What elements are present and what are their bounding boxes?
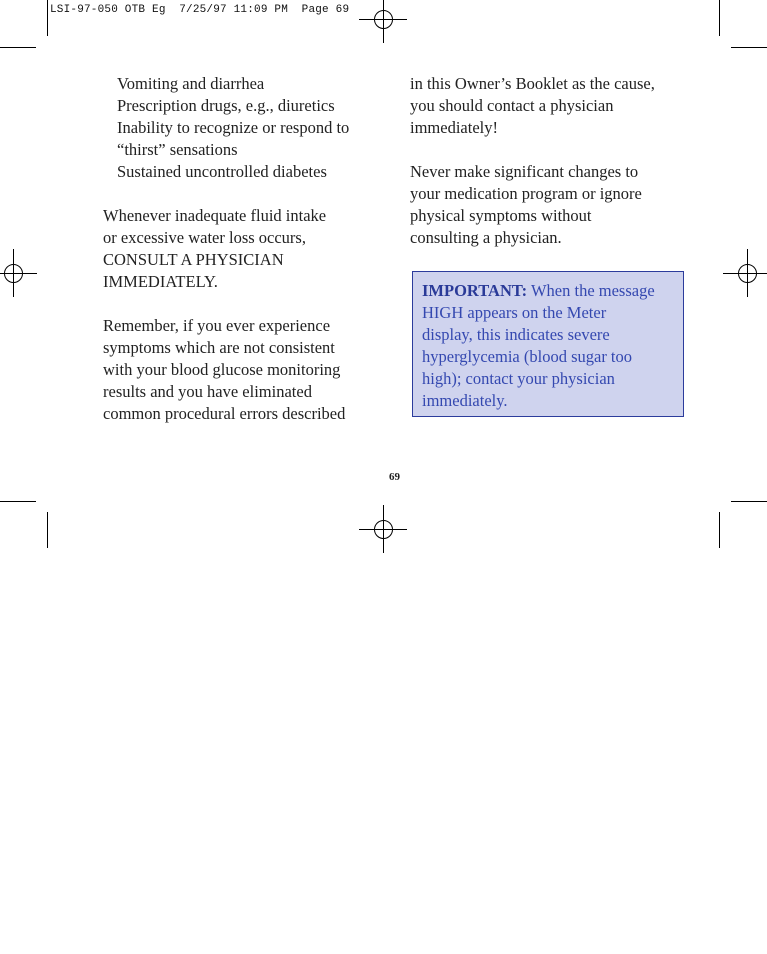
continued-paragraph	[410, 73, 700, 139]
text-line: immediately!	[410, 118, 498, 137]
list-item: “thirst” sensations	[117, 140, 238, 159]
consult-paragraph	[103, 205, 393, 293]
callout-text: When the message	[527, 281, 655, 300]
callout-line: high); contact your physician	[422, 369, 615, 388]
text-line: consulting a physician.	[410, 228, 562, 247]
list-item: Vomiting and diarrhea	[117, 74, 265, 93]
text-line: in this Owner’s Booklet as the cause,	[410, 74, 655, 93]
text-line: common procedural errors described	[103, 404, 346, 423]
left-column	[103, 73, 393, 425]
text-line: IMMEDIATELY.	[103, 272, 218, 291]
causes-list	[103, 73, 393, 183]
text-line: with your blood glucose monitoring	[103, 360, 341, 379]
text-line: results and you have eliminated	[103, 382, 312, 401]
medication-paragraph	[410, 161, 700, 249]
callout-first-line	[422, 280, 675, 302]
crop-mark-top-left-vertical	[47, 0, 48, 36]
text-line: or excessive water loss occurs,	[103, 228, 306, 247]
crop-mark-top-left-horizontal	[0, 47, 36, 48]
important-label: IMPORTANT:	[422, 281, 528, 300]
list-item: Sustained uncontrolled diabetes	[117, 162, 327, 181]
text-line: physical symptoms without	[410, 206, 592, 225]
crop-mark-top-right-vertical	[719, 0, 720, 36]
text-line: CONSULT A PHYSICIAN	[103, 250, 284, 269]
print-slug: LSI-97-050 OTB Eg 7/25/97 11:09 PM Page 69	[50, 4, 350, 16]
crop-mark-bottom-left-horizontal	[0, 501, 36, 502]
crop-mark-bottom-right-horizontal	[731, 501, 767, 502]
crop-mark-bottom-left-vertical	[47, 512, 48, 548]
callout-line: hyperglycemia (blood sugar too	[422, 347, 633, 366]
text-line: symptoms which are not consistent	[103, 338, 335, 357]
crop-mark-bottom-right-vertical	[719, 512, 720, 548]
important-callout	[412, 271, 684, 417]
list-item: Inability to recognize or respond to	[117, 118, 350, 137]
remember-paragraph	[103, 315, 393, 425]
text-line: Whenever inadequate fluid intake	[103, 206, 327, 225]
text-line: Never make significant changes to	[410, 162, 639, 181]
list-item: Prescription drugs, e.g., diuretics	[117, 96, 335, 115]
callout-line: display, this indicates severe	[422, 325, 610, 344]
right-column	[410, 73, 700, 249]
text-line: Remember, if you ever experience	[103, 316, 331, 335]
text-line: your medication program or ignore	[410, 184, 642, 203]
crop-mark-top-right-horizontal	[731, 47, 767, 48]
callout-line: immediately.	[422, 391, 508, 410]
text-line: you should contact a physician	[410, 96, 614, 115]
page-number: 69	[389, 471, 400, 483]
callout-line: HIGH appears on the Meter	[422, 303, 607, 322]
